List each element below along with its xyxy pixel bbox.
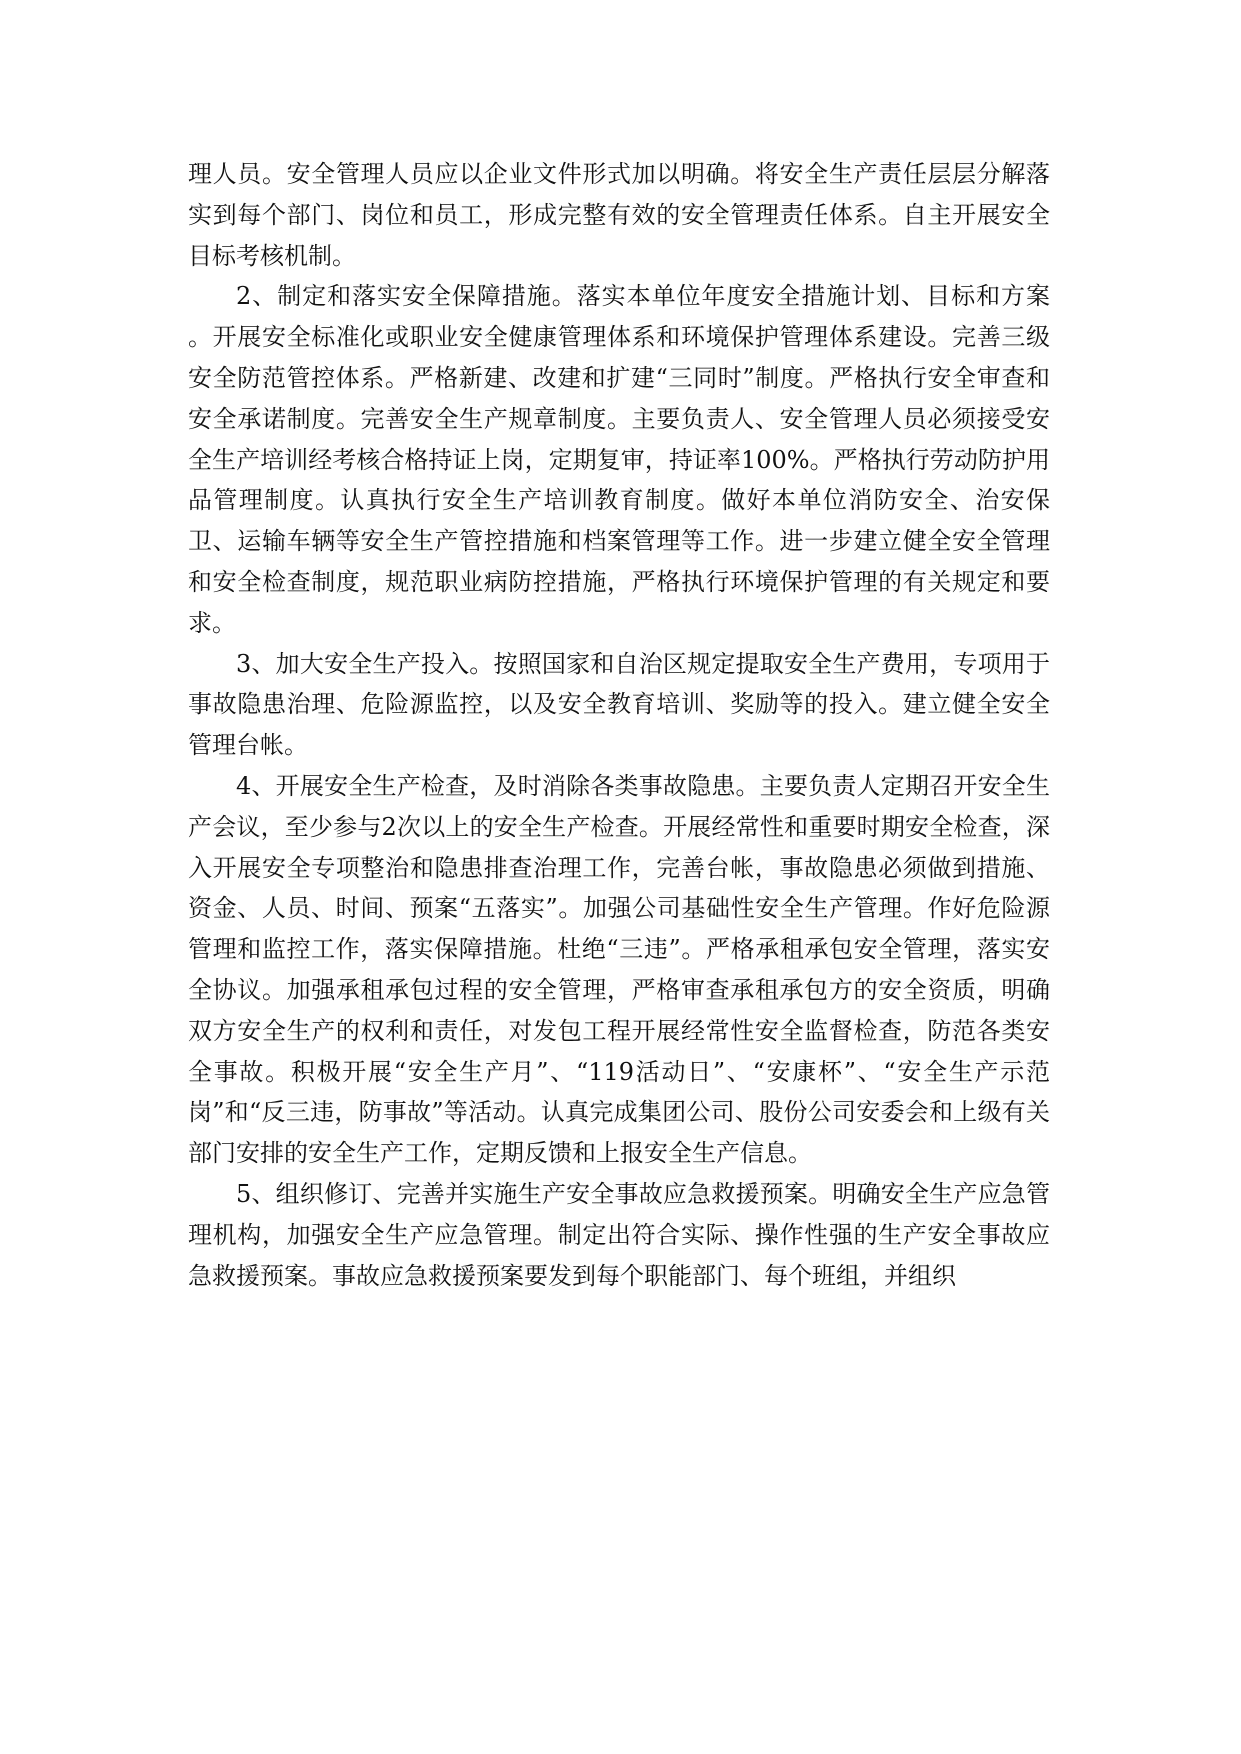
paragraph-item-5: 5、组织修订、完善并实施生产安全事故应急救援预案。明确安全生产应急管理机构，加强安全生产应急管理。制定出符合实际、操作性强的生产安全事故应急救援预案。事故应急救援预案要发到每个职能部门、每个班组，并组织 (188, 1179, 1050, 1290)
paragraph-continued-responsibility: 理人员。安全管理人员应以企业文件形式加以明确。将安全生产责任层层分解落实到每个部门、岗位和员工，形成完整有效的安全管理责任体系。自主开展安全目标考核机制。 (188, 160, 1050, 270)
paragraph-item-3: 3、加大安全生产投入。按照国家和自治区规定提取安全生产费用，专项用于事故隐患治理、危险源监控，以及安全教育培训、奖励等的投入。建立健全安全管理台帐。 (188, 649, 1050, 760)
paragraph-item-2: 2、制定和落实安全保障措施。落实本单位年度安全措施计划、目标和方案 。开展安全标准化或职业安全健康管理体系和环境保护管理体系建设。完善三级安全防范管控体系。严格新建、改建和扩建“三同时”制度。严格执行安全审查和安全承诺制度。完善安全生产规章制度。主要负责人、安全管理人员必须接受安全生产培训经考核合格持证上岗，定期复审，持证率100%。严格执行劳动防护用品管理制度。认真执行安全生产培训教育制度。做好本单位消防安全、治安保卫、运输车辆等安全生产管控措施和档案管理等工作。进一步建立健全安全管理和安全检查制度，规范职业病防控措施，严格执行环境保护管理的有关规定和要求。 (188, 282, 1050, 637)
document-body (188, 154, 1050, 1296)
paragraph-item-4: 4、开展安全生产检查，及时消除各类事故隐患。主要负责人定期召开安全生产会议，至少参与2次以上的安全生产检查。开展经常性和重要时期安全检查，深入开展安全专项整治和隐患排查治理工作，完善台帐，事故隐患必须做到措施、资金、人员、时间、预案“五落实”。加强公司基础性安全生产管理。作好危险源管理和监控工作，落实保障措施。杜绝“三违”。严格承租承包安全管理，落实安全协议。加强承租承包过程的安全管理，严格审查承租承包方的安全资质，明确双方安全生产的权利和责任，对发包工程开展经常性安全监督检查，防范各类安全事故。积极开展“安全生产月”、“119活动日”、“安康杯”、“安全生产示范岗”和“反三违，防事故”等活动。认真完成集团公司、股份公司安委会和上级有关部门安排的安全生产工作，定期反馈和上报安全生产信息。 (188, 771, 1050, 1168)
